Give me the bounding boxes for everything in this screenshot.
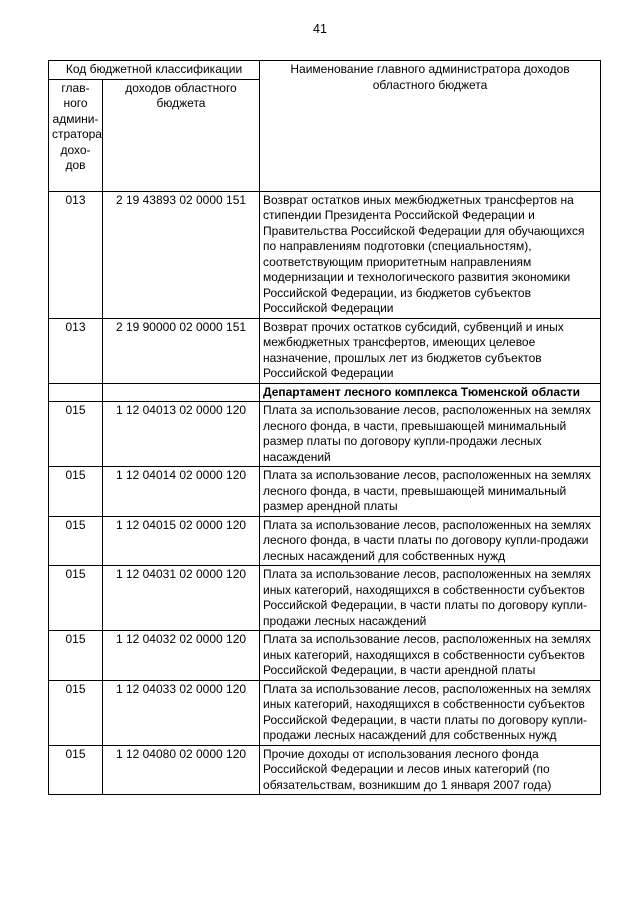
income-code-cell: 1 12 04013 02 0000 120 bbox=[103, 402, 260, 467]
section-title-cell: Департамент лесного комплекса Тюменской области bbox=[260, 383, 601, 402]
admin-code-cell bbox=[49, 383, 103, 402]
table-row bbox=[49, 318, 601, 383]
name-cell: Прочие доходы от использования лесного фонда Российской Федерации и лесов иных категорий (по обязательствам, возникшим до 1 января 2007 года) bbox=[260, 745, 601, 795]
admin-code-cell: 015 bbox=[49, 745, 103, 795]
admin-code-cell: 015 bbox=[49, 516, 103, 566]
income-code-cell: 1 12 04015 02 0000 120 bbox=[103, 516, 260, 566]
admin-code-cell: 015 bbox=[49, 402, 103, 467]
page-number: 41 bbox=[313, 22, 327, 36]
section-row bbox=[49, 383, 601, 402]
admin-code-cell: 013 bbox=[49, 318, 103, 383]
header-regional-income: доходов областного бюджета bbox=[103, 79, 260, 191]
header-administrator-name: Наименование главного администратора доходов областного бюджета bbox=[260, 61, 601, 192]
budget-classification-table bbox=[48, 60, 601, 795]
name-cell: Плата за использование лесов, расположенных на землях иных категорий, находящихся в собственности субъектов Российской Федерации, в части арендной платы bbox=[260, 631, 601, 681]
income-code-cell: 1 12 04031 02 0000 120 bbox=[103, 566, 260, 631]
header-row-group bbox=[49, 61, 601, 80]
income-code-cell: 1 12 04032 02 0000 120 bbox=[103, 631, 260, 681]
income-code-cell: 1 12 04014 02 0000 120 bbox=[103, 467, 260, 517]
name-cell: Плата за использование лесов, расположенных на землях лесного фонда, в части платы по договору купли-продажи лесных насаждений для собственных нужд bbox=[260, 516, 601, 566]
admin-code-cell: 015 bbox=[49, 467, 103, 517]
name-cell: Плата за использование лесов, расположенных на землях иных категорий, находящихся в собственности субъектов Российской Федерации, в части платы по договору купли-продажи лесных насаждений bbox=[260, 566, 601, 631]
income-code-cell: 2 19 43893 02 0000 151 bbox=[103, 191, 260, 318]
header-main-administrator: глав-ного админи-стратора дохо-дов bbox=[49, 79, 103, 191]
table-row bbox=[49, 467, 601, 517]
name-cell: Плата за использование лесов, расположенных на землях лесного фонда, в части, превышающей минимальный размер платы по договору купли-продажи лесных насаждений bbox=[260, 402, 601, 467]
table-row bbox=[49, 402, 601, 467]
table-row bbox=[49, 191, 601, 318]
table-row bbox=[49, 631, 601, 681]
admin-code-cell: 015 bbox=[49, 680, 103, 745]
table-row bbox=[49, 680, 601, 745]
income-code-cell bbox=[103, 383, 260, 402]
table-row bbox=[49, 566, 601, 631]
admin-code-cell: 015 bbox=[49, 566, 103, 631]
admin-code-cell: 015 bbox=[49, 631, 103, 681]
name-cell: Плата за использование лесов, расположенных на землях иных категорий, находящихся в собственности субъектов Российской Федерации, в части платы по договору купли-продажи лесных насаждений для собственных нужд bbox=[260, 680, 601, 745]
name-cell: Возврат прочих остатков субсидий, субвенций и иных межбюджетных трансфертов, имеющих целевое назначение, прошлых лет из бюджетов субъектов Российской Федерации bbox=[260, 318, 601, 383]
table-row bbox=[49, 516, 601, 566]
income-code-cell: 1 12 04080 02 0000 120 bbox=[103, 745, 260, 795]
income-code-cell: 1 12 04033 02 0000 120 bbox=[103, 680, 260, 745]
name-cell: Возврат остатков иных межбюджетных трансфертов на стипендии Президента Российской Федерации и Правительства Российской Федерации для обучающихся по направлениям подготовки (специальностям), соответствующим приоритетным направлениям модернизации и технологического развития экономики Российской Федерации, из бюджетов субъектов Российской Федерации bbox=[260, 191, 601, 318]
header-budget-classification-code: Код бюджетной классификации bbox=[49, 61, 260, 80]
admin-code-cell: 013 bbox=[49, 191, 103, 318]
table-row bbox=[49, 745, 601, 795]
income-code-cell: 2 19 90000 02 0000 151 bbox=[103, 318, 260, 383]
name-cell: Плата за использование лесов, расположенных на землях лесного фонда, в части, превышающей минимальный размер арендной платы bbox=[260, 467, 601, 517]
